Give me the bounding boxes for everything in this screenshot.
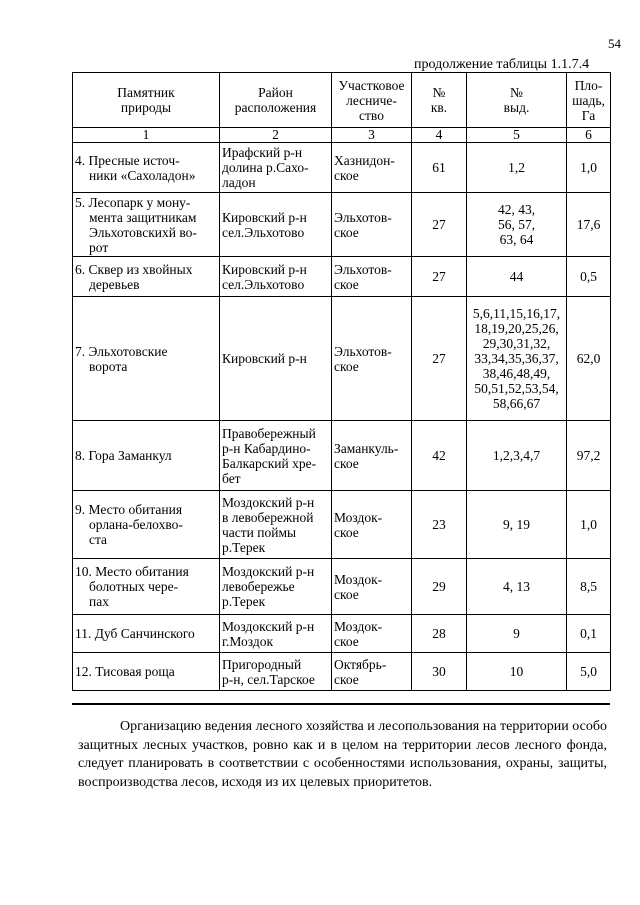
column-number: 6 [567, 128, 611, 143]
area-ha: 5,0 [567, 653, 611, 691]
header-line: природы [120, 100, 172, 115]
monument-name [73, 193, 220, 257]
forestry-line: ское [334, 167, 359, 183]
compartment-line: 9 [513, 626, 520, 641]
compartment-line: 29,30,31,32, [482, 336, 551, 351]
compartment-line: 10 [509, 664, 524, 679]
district-line: Кировский р-н [222, 209, 307, 225]
forestry-line: Заманкуль- [334, 440, 399, 456]
compartment-numbers [467, 653, 567, 691]
compartment-line: 56, 57, [497, 217, 536, 232]
monument-line: пах [89, 594, 109, 609]
forestry-line: Моздок- [334, 618, 383, 634]
header-line: расположения [234, 100, 317, 115]
forestry-line: Октябрь- [334, 656, 387, 672]
monument-line: 5. Лесопарк у мону- [75, 194, 191, 210]
compartment-line: 50,51,52,53,54, [474, 381, 559, 396]
monument-line: деревьев [89, 276, 140, 292]
forestry-line: Эльхотов- [334, 343, 392, 359]
compartment-numbers [467, 143, 567, 193]
monument-line: Эльхотовскихй во- [89, 224, 197, 240]
district [220, 297, 332, 421]
monument-name [73, 297, 220, 421]
quarter-number: 29 [412, 559, 467, 615]
compartment-line: 1,2,3,4,7 [492, 448, 541, 463]
table-row [73, 491, 611, 559]
district-line: р.Терек [222, 594, 266, 609]
column-number-row [73, 128, 611, 143]
nature-monuments-table [72, 72, 611, 691]
column-number: 4 [412, 128, 467, 143]
table-body [73, 143, 611, 691]
district-line: ладон [222, 175, 256, 190]
monument-line: 10. Место обитания [75, 564, 189, 579]
forestry [332, 143, 412, 193]
header-line: № [432, 85, 446, 100]
district-line: р-н, сел.Тарское [222, 671, 315, 687]
monument-name [73, 491, 220, 559]
compartment-numbers [467, 193, 567, 257]
monument-line: мента защитникам [89, 209, 197, 225]
district [220, 491, 332, 559]
monument-name [73, 143, 220, 193]
district-line: Моздокский р-н [222, 494, 315, 510]
body-paragraph: Организацию ведения лесного хозяйства и лесопользования на территории особо защитных лесных участков, ровно как и в целом на территории лесов лесного фонда, следует планировать в соответствии с особенностями использования, охраны, защиты, воспроизводства лесов, исходя из их целевых приоритетов. [78, 719, 607, 790]
forestry [332, 615, 412, 653]
monument-name [73, 653, 220, 691]
area-ha: 17,6 [567, 193, 611, 257]
quarter-number: 42 [412, 421, 467, 491]
forestry [332, 257, 412, 297]
header-line: ство [359, 107, 384, 123]
table-row [73, 297, 611, 421]
forestry [332, 653, 412, 691]
compartment-line: 44 [509, 269, 524, 284]
header-line: лесниче- [346, 92, 397, 108]
header-line: Участковое [338, 77, 405, 93]
area-ha: 97,2 [567, 421, 611, 491]
header-line: шадь, [572, 92, 605, 108]
district [220, 615, 332, 653]
compartment-line: 42, 43, [497, 202, 536, 217]
compartment-line: 63, 64 [499, 232, 534, 247]
compartment-line: 38,46,48,49, [482, 366, 551, 381]
district-line: долина р.Сахо- [222, 160, 309, 175]
area-ha: 0,1 [567, 615, 611, 653]
district-line: Ирафский р-н [222, 145, 303, 160]
monument-line: 11. Дуб Санчинского [75, 626, 195, 641]
table-row [73, 559, 611, 615]
column-number: 3 [332, 128, 412, 143]
forestry [332, 491, 412, 559]
table-row [73, 421, 611, 491]
compartment-line: 9, 19 [503, 517, 530, 532]
quarter-number: 27 [412, 257, 467, 297]
header-monument [73, 73, 220, 128]
district [220, 559, 332, 615]
table-header-row [73, 73, 611, 128]
monument-line: орлана-белохво- [89, 517, 183, 532]
district-line: сел.Эльхотово [222, 224, 305, 240]
monument-line: ники «Сахоладон» [89, 167, 196, 183]
forestry [332, 559, 412, 615]
district-line: Моздокский р-н [222, 564, 315, 579]
header-line: Пло- [574, 77, 603, 93]
quarter-number: 61 [412, 143, 467, 193]
compartment-numbers [467, 257, 567, 297]
compartment-line: 1,2 [508, 160, 525, 175]
header-district [220, 73, 332, 128]
forestry-line: ское [334, 224, 359, 240]
compartment-numbers [467, 559, 567, 615]
district-line: Моздокский р-н [222, 618, 315, 634]
monument-line: 12. Тисовая роща [75, 664, 175, 679]
district-line: в левобережной [222, 509, 314, 525]
forestry-line: ское [334, 586, 359, 602]
quarter-number: 27 [412, 193, 467, 257]
district-line: Балкарский хре- [222, 455, 317, 471]
quarter-number: 27 [412, 297, 467, 421]
header-line: Га [581, 107, 596, 123]
monument-name [73, 559, 220, 615]
monument-line: 6. Сквер из хвойных [75, 261, 193, 277]
forestry-line: ское [334, 455, 359, 471]
district-line: части поймы [222, 524, 297, 540]
forestry-line: Хазнидон- [334, 152, 395, 168]
header-forestry [332, 73, 412, 128]
column-number: 5 [467, 128, 567, 143]
header-line: № [510, 85, 523, 100]
district-line: Кировский р-н [222, 261, 307, 277]
monument-name [73, 421, 220, 491]
district-line: р.Терек [222, 539, 266, 555]
monument-line: болотных чере- [89, 579, 179, 594]
compartment-numbers [467, 615, 567, 653]
compartment-line: 58,66,67 [492, 396, 541, 411]
table-row [73, 257, 611, 297]
monument-name [73, 257, 220, 297]
quarter-number: 23 [412, 491, 467, 559]
forestry-line: ское [334, 671, 359, 687]
monument-line: 7. Эльхотовские [75, 343, 168, 359]
compartment-numbers [467, 491, 567, 559]
forestry-line: ское [334, 276, 359, 292]
forestry-line: Эльхотов- [334, 261, 392, 277]
compartment-line: 5,6,11,15,16,17, [472, 306, 561, 321]
district-line: бет [222, 470, 241, 486]
area-ha: 1,0 [567, 143, 611, 193]
district-line: г.Моздок [222, 633, 274, 649]
header-area [567, 73, 611, 128]
district [220, 193, 332, 257]
header-line: Памятник [117, 85, 175, 100]
forestry-line: ское [334, 358, 359, 374]
table-row [73, 193, 611, 257]
compartment-line: 18,19,20,25,26, [474, 321, 559, 336]
monument-line: 4. Пресные источ- [75, 152, 180, 168]
forestry-line: ское [334, 524, 359, 540]
district-line: р-н Кабардино- [222, 440, 311, 456]
table-continuation-caption: продолжение таблицы 1.1.7.4 [414, 57, 590, 72]
header-compartment [467, 73, 567, 128]
forestry [332, 193, 412, 257]
forestry-line: Эльхотов- [334, 209, 392, 225]
table-row [73, 143, 611, 193]
quarter-number: 30 [412, 653, 467, 691]
header-line: выд. [503, 100, 530, 115]
column-number: 2 [220, 128, 332, 143]
table-bottom-rule [72, 703, 610, 705]
forestry [332, 297, 412, 421]
district [220, 421, 332, 491]
page-number: 54 [608, 36, 621, 51]
column-number: 1 [73, 128, 220, 143]
monument-line: ворота [89, 358, 128, 374]
table-row [73, 615, 611, 653]
district [220, 653, 332, 691]
district-line: Пригородный [222, 656, 302, 672]
district [220, 257, 332, 297]
compartment-line: 4, 13 [503, 579, 530, 594]
area-ha: 1,0 [567, 491, 611, 559]
header-line: кв. [430, 100, 448, 115]
compartment-numbers [467, 297, 567, 421]
monument-name [73, 615, 220, 653]
area-ha: 62,0 [567, 297, 611, 421]
header-quarter [412, 73, 467, 128]
monument-line: рот [89, 239, 109, 255]
compartment-line: 33,34,35,36,37, [474, 351, 559, 366]
district-line: Кировский р-н [222, 351, 307, 366]
district-line: сел.Эльхотово [222, 276, 305, 292]
header-line: Район [258, 85, 293, 100]
area-ha: 0,5 [567, 257, 611, 297]
forestry [332, 421, 412, 491]
forestry-line: ское [334, 633, 359, 649]
district [220, 143, 332, 193]
area-ha: 8,5 [567, 559, 611, 615]
monument-line: 8. Гора Заманкул [75, 448, 172, 463]
quarter-number: 28 [412, 615, 467, 653]
forestry-line: Моздок- [334, 571, 383, 587]
table-row [73, 653, 611, 691]
district-line: левобережье [222, 579, 295, 594]
compartment-numbers [467, 421, 567, 491]
monument-line: ста [89, 532, 108, 547]
forestry-line: Моздок- [334, 509, 383, 525]
monument-line: 9. Место обитания [75, 502, 183, 517]
district-line: Правобережный [222, 425, 316, 441]
